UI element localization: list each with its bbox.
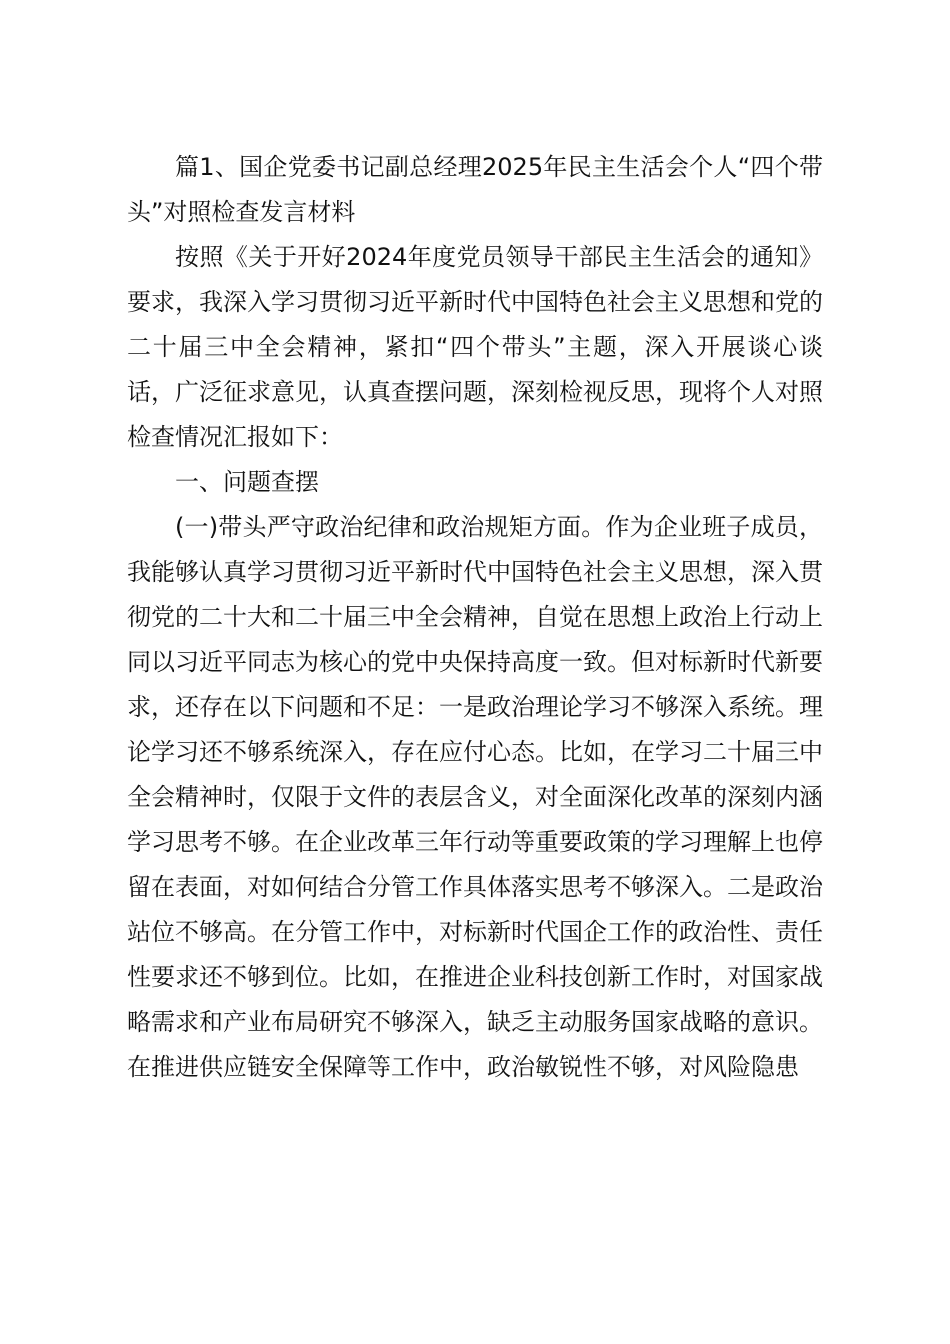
document-body <box>127 145 823 1090</box>
subsection-paragraph: (一)带头严守政治纪律和政治规矩方面。作为企业班子成员，我能够认真学习贯彻习近平新时代中国特色社会主义思想，深入贯彻党的二十大和二十届三中全会精神，自觉在思想上政治上行动上同以习近平同志为核心的党中央保持高度一致。但对标新时代新要求，还存在以下问题和不足：一是政治理论学习不够深入系统。理论学习还不够系统深入，存在应付心态。比如，在学习二十届三中全会精神时，仅限于文件的表层含义，对全面深化改革的深刻内涵学习思考不够。在企业改革三年行动等重要政策的学习理解上也停留在表面，对如何结合分管工作具体落实思考不够深入。二是政治站位不够高。在分管工作中，对标新时代国企工作的政治性、责任性要求还不够到位。比如，在推进企业科技创新工作时，对国家战略需求和产业布局研究不够深入，缺乏主动服务国家战略的意识。在推进供应链安全保障等工作中，政治敏锐性不够，对风险隐患 <box>127 513 823 1081</box>
intro-paragraph: 按照《关于开好2024年度党员领导干部民主生活会的通知》要求，我深入学习贯彻习近平新时代中国特色社会主义思想和党的二十届三中全会精神，紧扣“四个带头”主题，深入开展谈心谈话，广泛征求意见，认真查摆问题，深刻检视反思，现将个人对照检查情况汇报如下： <box>127 243 823 451</box>
document-title: 篇1、国企党委书记副总经理2025年民主生活会个人“四个带头”对照检查发言材料 <box>127 153 823 226</box>
section-heading: 一、问题查摆 <box>175 468 319 496</box>
